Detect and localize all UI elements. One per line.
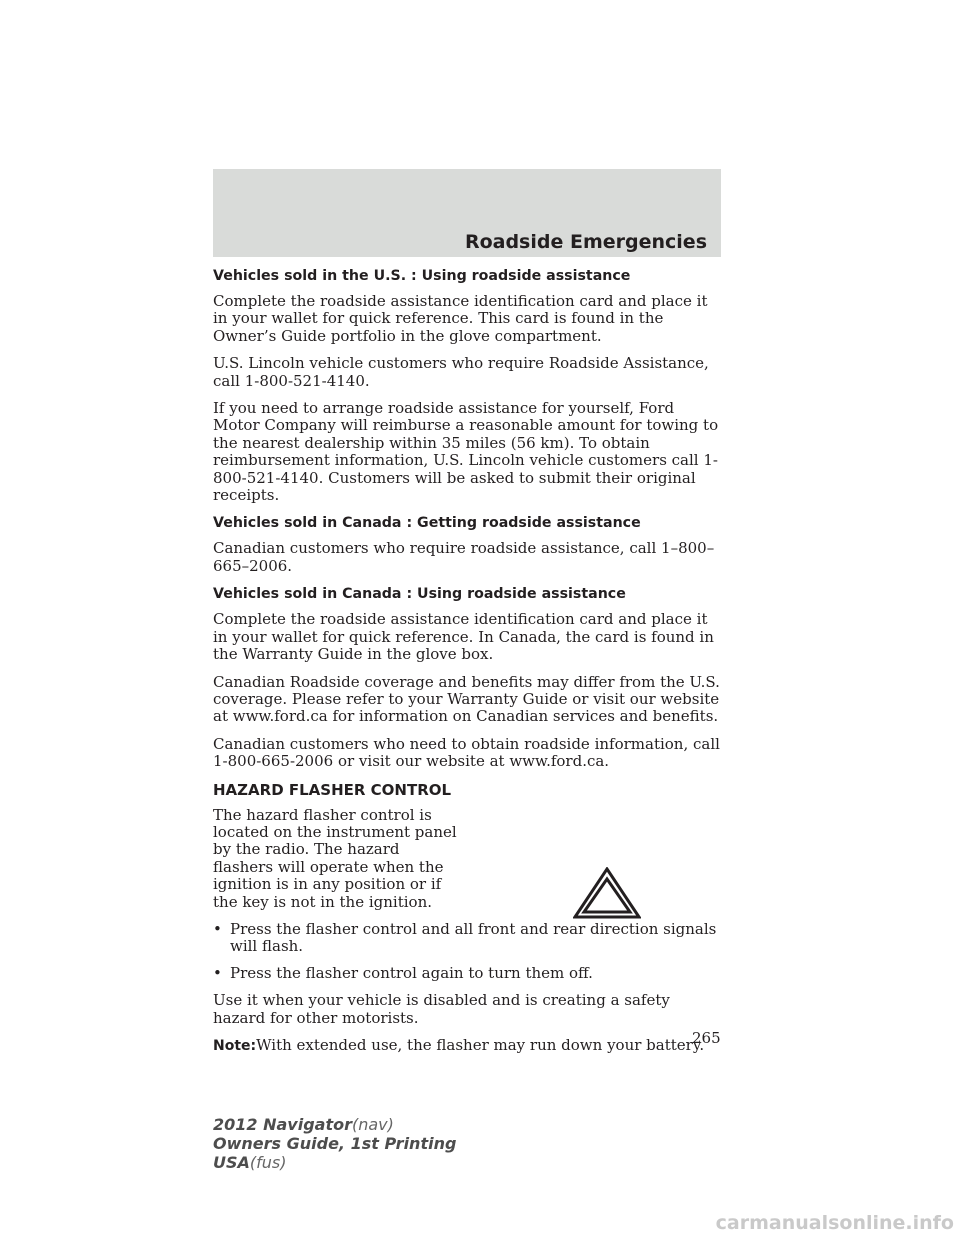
footer-guide: Owners Guide, 1st Printing bbox=[213, 1134, 457, 1153]
section-heading-canada-getting: Vehicles sold in Canada : Getting roadside assistance bbox=[213, 515, 641, 532]
footer-edition-info bbox=[213, 1115, 456, 1172]
hazard-triangle-icon bbox=[573, 867, 641, 919]
list-item: • Press the flasher control again to turn them off. bbox=[213, 963, 593, 982]
paragraph: If you need to arrange roadside assistance for yourself, Ford Motor Company will reimburse a reasonable amount for towing to the nearest dealership within 35 miles (56 km). To obtain reimbursement information, U.S. Lincoln vehicle customers call 1-800-521-4140. Customers will be asked to submit their original receipts. bbox=[213, 399, 719, 505]
watermark: carmanualsonline.info bbox=[715, 1212, 954, 1234]
paragraph: U.S. Lincoln vehicle customers who require Roadside Assistance, call 1-800-521-4140. bbox=[213, 354, 709, 390]
hazard-intro: The hazard flasher control is located on the instrument panel by the radio. The hazard flashers will operate when the ignition is in any position or if the key is not in the ignition. bbox=[213, 805, 457, 911]
paragraph: Canadian customers who need to obtain roadside information, call 1-800-665-2006 or visit our website at www.ford.ca. bbox=[213, 734, 720, 771]
section-title: Roadside Emergencies bbox=[464, 231, 707, 253]
page-number: 265 bbox=[692, 1029, 721, 1047]
hazard-bullet-list bbox=[213, 921, 723, 982]
section-heading-canada-using: Vehicles sold in Canada : Using roadside assistance bbox=[213, 586, 626, 603]
hazard-intro-block bbox=[213, 807, 723, 911]
hazard-closing: Use it when your vehicle is disabled and is creating a safety hazard for other motorists. bbox=[213, 991, 670, 1027]
note-label: Note: bbox=[213, 1038, 257, 1054]
paragraph: Canadian customers who require roadside assistance, call 1–800–665–2006. bbox=[213, 539, 715, 575]
section-heading-us-using: Vehicles sold in the U.S. : Using roadside assistance bbox=[213, 268, 631, 284]
bullet-symbol: • bbox=[213, 963, 222, 982]
footer-market-code: (fus) bbox=[249, 1153, 287, 1172]
footer-model: 2012 Navigator bbox=[213, 1115, 352, 1134]
footer-model-code: (nav) bbox=[351, 1115, 394, 1134]
page-content bbox=[213, 267, 723, 1065]
footer-market: USA bbox=[213, 1153, 250, 1172]
section-header-band bbox=[213, 169, 721, 257]
bullet-symbol: • bbox=[213, 919, 222, 938]
paragraph: Complete the roadside assistance identification card and place it in your wallet for quick reference. This card is found in the Owner’s Guide portfolio in the glove compartment. bbox=[213, 292, 708, 345]
paragraph: Complete the roadside assistance identification card and place it in your wallet for quick reference. In Canada, the card is found in the Warranty Guide in the glove box. bbox=[213, 610, 714, 664]
hazard-heading: HAZARD FLASHER CONTROL bbox=[213, 780, 452, 799]
list-item: • Press the flasher control and all front and rear direction signals will flash. bbox=[213, 919, 717, 956]
hazard-note bbox=[213, 1037, 723, 1055]
paragraph: Canadian Roadside coverage and benefits may differ from the U.S. coverage. Please refer to your Warranty Guide or visit our website at www.ford.ca for information on Canadian services and benefits. bbox=[213, 672, 720, 726]
note-text: With extended use, the flasher may run down your battery. bbox=[256, 1036, 705, 1054]
